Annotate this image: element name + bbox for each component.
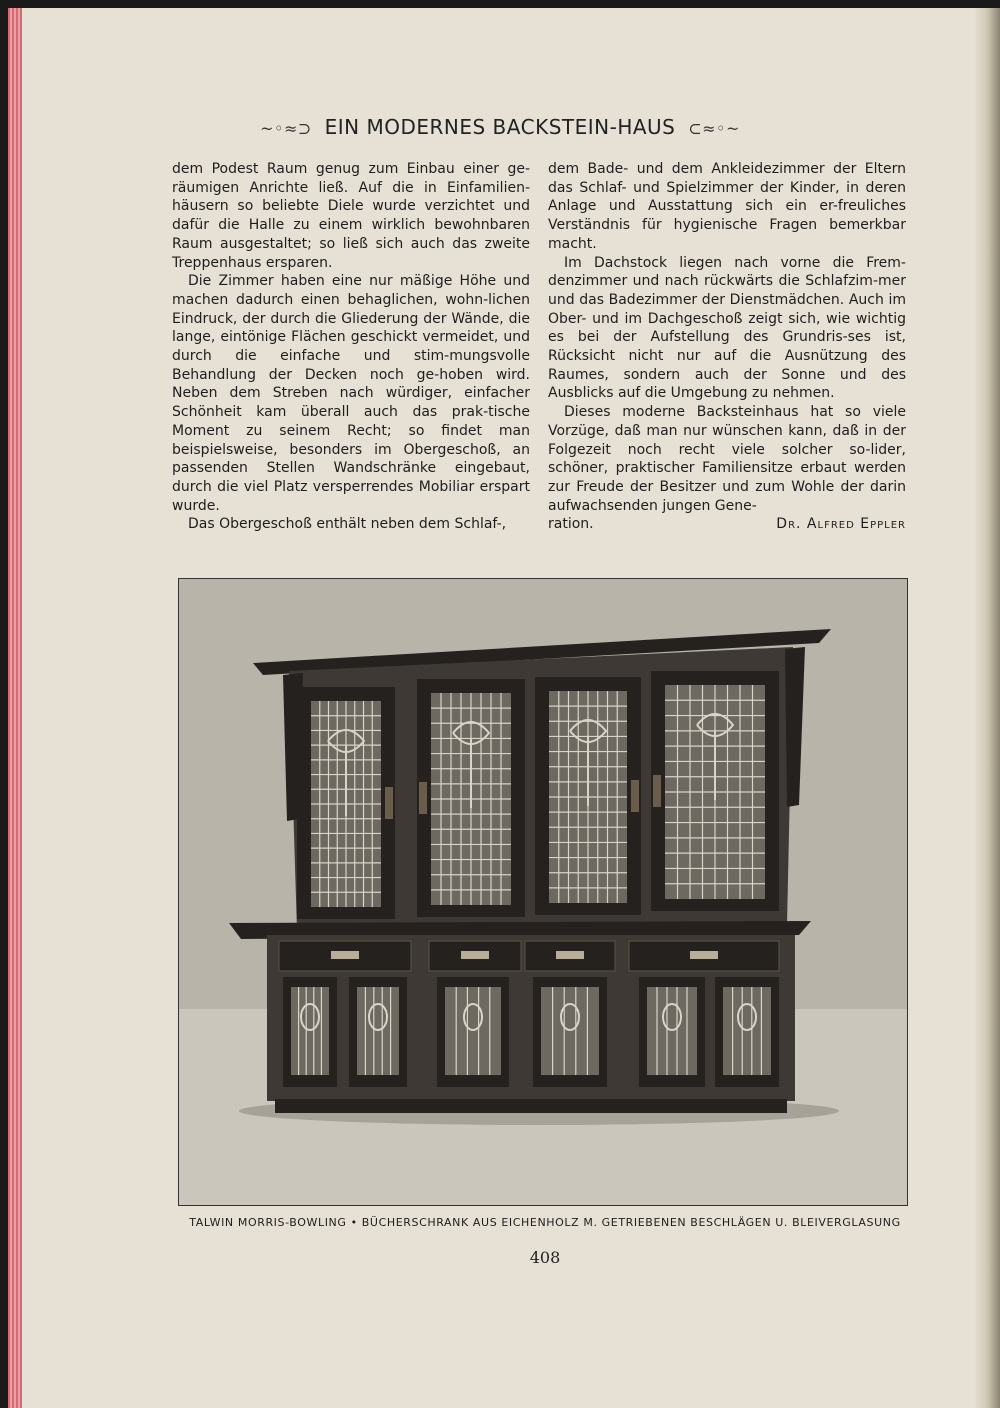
bookcase-photograph [178,578,908,1206]
ornament-right-icon: ⊂≈◦~ [688,119,740,138]
drawer-pull [461,951,489,959]
drawer-pull [556,951,584,959]
page-number: 408 [529,1248,561,1267]
paragraph: Die Zimmer haben eine nur mäßige Höhe und machen dadurch einen behaglichen, wohn-lichen Eindruck, der durch die Gliederung der Wände, die lange, eintönige Flächen geschickt vermeidet, und durch die einfache und stim-mungsvolle Behandlung der Decken noch ge-hoben wird. Neben dem Streben nach würdiger, einfacher Schönheit kam überall auch das prak-tische Moment zu seinem Recht; so findet man beispielsweise, besonders im Obergeschoß, an passenden Stellen Wandschränke eingebaut, durch die viel Platz versperrendes Mobiliar erspart wurde. [172,273,530,514]
closing-line [548,515,906,534]
running-header [0,115,1000,139]
text-column-right [548,160,906,534]
paragraph: Dieses moderne Backsteinhaus hat so viele Vorzüge, daß man nur wünschen kann, daß in der Folgezeit noch recht viele solcher so-lider, schöner, praktischer Familiensitze erbaut werden zur Freude der Besitzer und zum Wohle der darin aufwachsenden jungen Gene- [548,404,906,514]
bookcase-illustration [179,579,907,1205]
page-edge-left [8,8,22,1408]
door-escutcheon [631,780,639,812]
drawer-pull [331,951,359,959]
author-signature: Dr. Alfred Eppler [776,516,906,533]
text-column-left [172,160,530,534]
last-word: ration. [548,516,594,533]
paragraph: Im Dachstock liegen nach vorne die Frem-denzimmer und nach rückwärts die Schlafzim-mer und das Badezimmer der Dienstmädchen. Auch im Ober- und im Dachgeschoß zeigt sich, wie wichtig es bei der Aufstellung des Grundris-ses ist, Rücksicht nicht nur auf die Ausnützung des Raumes, sondern auch der Sonne und des Ausblicks auf die Umgebung zu nehmen. [548,254,906,402]
ornament-left-icon: ~◦≈⊃ [260,119,312,138]
page-edge-right [974,8,1000,1408]
header-title: EIN MODERNES BACKSTEIN-HAUS [324,115,676,139]
drawer-pull [690,951,718,959]
door-escutcheon [653,775,661,807]
door-escutcheon [419,782,427,814]
door-escutcheon [385,787,393,819]
paragraph: Das Obergeschoß enthält neben dem Schlaf-, [188,516,507,533]
paragraph: dem Bade- und dem Ankleidezimmer der Eltern das Schlaf- und Spielzimmer der Kinder, in deren Anlage und Ausstattung sich ein er-freuliches Verständnis für hygienische Fragen bemerkbar macht. [548,161,906,252]
figure-caption: TALWIN MORRIS-BOWLING • BÜCHERSCHRANK AUS EICHENHOLZ M. GETRIEBENEN BESCHLÄGEN U. BLEIVERGLASUNG [189,1216,901,1229]
paragraph: dem Podest Raum genug zum Einbau einer ge-räumigen Anrichte ließ. Auf die in Einfamilien-häusern so beliebte Diele wurde verzichtet und dafür die Halle zu einem wirklich bewohnbaren Raum ausgestaltet; so ließ sich auch das zweite Treppenhaus ersparen. [172,161,530,271]
plinth [275,1099,787,1113]
